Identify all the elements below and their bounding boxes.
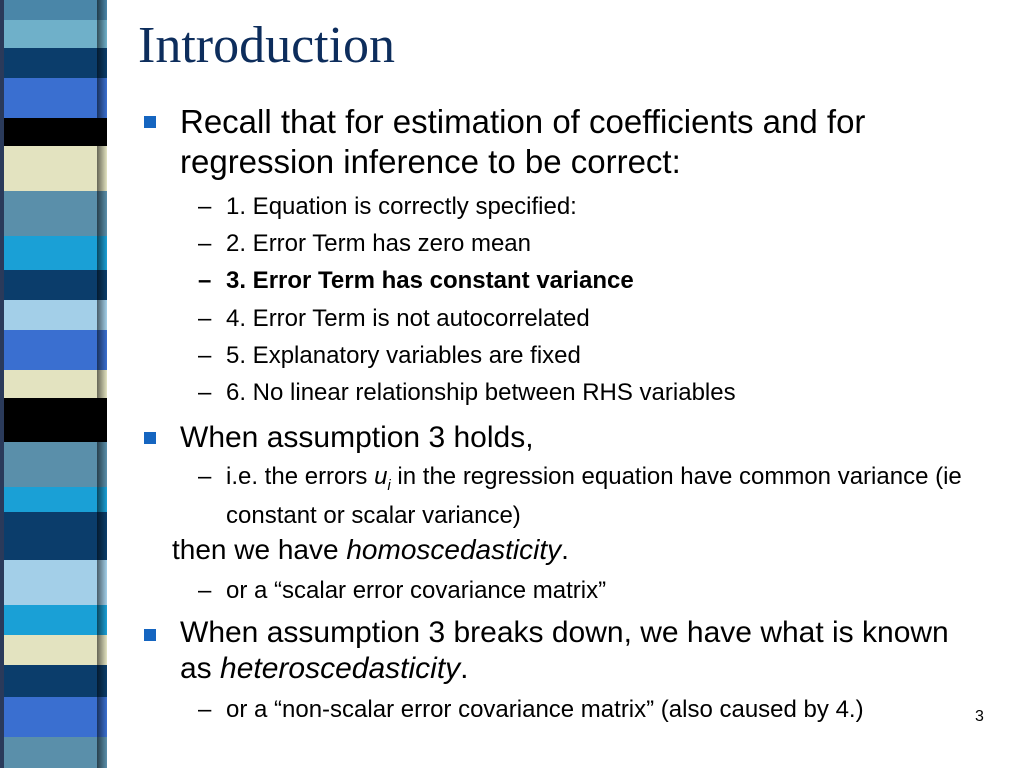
bullet-text: Recall that for estimation of coefficients and for regression inference to be correct: [180, 103, 866, 180]
homoscedasticity-term: homoscedasticity [346, 534, 562, 565]
sub-item: – 2. Error Term has zero mean [198, 230, 532, 257]
heteroscedasticity-term: heteroscedasticity [220, 652, 461, 685]
square-bullet-icon [144, 116, 156, 128]
bullet-recall [180, 102, 980, 182]
decorative-stripe [0, 0, 130, 768]
slide-title: Introduction [138, 17, 396, 74]
page-number: 3 [975, 708, 984, 725]
sub-item: – 4. Error Term is not autocorrelated [198, 305, 590, 332]
dash-icon: – [198, 463, 212, 490]
sub-item: – 6. No linear relationship between RHS variables [198, 379, 736, 406]
bullet-assumption-holds: When assumption 3 holds, [180, 418, 980, 458]
dash-icon: – [198, 379, 212, 406]
sub-item: – 5. Explanatory variables are fixed [198, 342, 581, 369]
error-variable: u [374, 463, 388, 490]
sub-item-scalar: – or a “scalar error covariance matrix” [198, 577, 607, 604]
dash-icon: – [198, 267, 212, 294]
dash-icon: – [198, 577, 212, 604]
then-line: then we have homoscedasticity. [172, 534, 569, 565]
dash-icon: – [198, 305, 212, 332]
square-bullet-icon [144, 629, 156, 641]
sub-item-errors: – i.e. the errors $u_i$ in the regression equation have common variance (ie constant or scalar variance) [198, 463, 962, 529]
dash-icon: – [198, 193, 212, 220]
sub-item-highlighted: – 3. Error Term has constant variance [198, 267, 634, 294]
dash-icon: – [198, 342, 212, 369]
sub-item: – 1. Equation is correctly specified: [198, 193, 577, 220]
bullet-breaks-down: When assumption 3 breaks down, we have what is known as heteroscedasticity. [180, 615, 960, 687]
dash-icon: – [198, 696, 212, 723]
sub-item-nonscalar: – or a “non-scalar error covariance matrix” (also caused by 4.) [198, 696, 864, 723]
dash-icon: – [198, 230, 212, 257]
square-bullet-icon [144, 432, 156, 444]
